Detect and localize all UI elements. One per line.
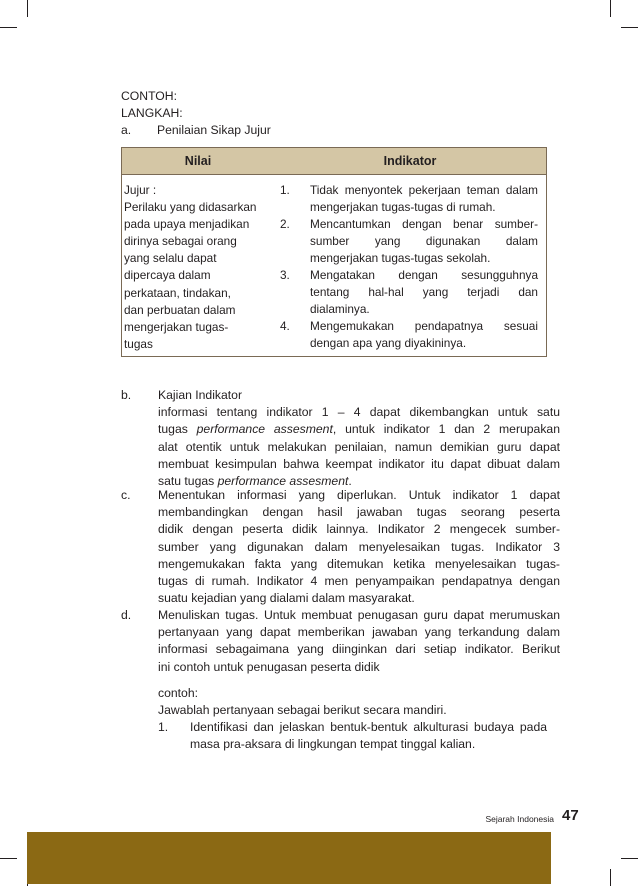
nilai-line: dipercaya dalam <box>124 268 211 283</box>
page-number: 47 <box>562 807 579 824</box>
nilai-line: dan perbuatan dalam <box>124 302 236 317</box>
contoh-heading: CONTOH: <box>121 89 177 103</box>
section-c <box>121 487 561 612</box>
example-contoh: contoh: <box>158 686 198 700</box>
nilai-line: yang selalu dapat <box>124 251 217 266</box>
item-a-label: a. <box>121 123 132 137</box>
italic-term: performance assesment <box>196 422 333 437</box>
nilai-line: dirinya sebagai orang <box>124 234 237 249</box>
nilai-line: pada upaya menjadikan <box>124 217 250 232</box>
indicator-number: 3. <box>280 268 290 282</box>
crop-mark-bottom-right-h <box>621 858 638 859</box>
langkah-heading: LANGKAH: <box>121 106 183 120</box>
book-title: Sejarah Indonesia <box>485 814 554 824</box>
crop-mark-top-right-v <box>610 0 611 17</box>
section-d-body: Menuliskan tugas. Untuk membuat penugasan guru dapat merumuskan pertanyaan yang dapat memberikan jawaban yang terkandung dalam informasi sebagaimana yang diinginkan dari setiap indikator. Berikut ini contoh untuk penugasan peserta didik <box>158 608 560 674</box>
nilai-line: mengerjakan tugas- <box>124 319 229 334</box>
example-instruction: Jawablah pertanyaan sebagai berikut secara mandiri. <box>158 703 447 717</box>
item-a-text: Penilaian Sikap Jujur <box>157 123 271 137</box>
section-d-label: d. <box>121 608 132 622</box>
italic-term: performance assesment <box>217 474 349 489</box>
question-1-number: 1. <box>158 720 169 734</box>
nilai-line: perkataan, tindakan, <box>124 285 231 300</box>
indicator-text: Mengatakan dengan sesungguhnya tentang hal-hal yang terjadi dan dialaminya. <box>310 268 538 317</box>
crop-mark-bottom-left-h <box>0 858 17 859</box>
crop-mark-top-right-h <box>621 27 638 28</box>
footer-band <box>27 832 551 884</box>
crop-mark-bottom-right-v <box>610 869 611 886</box>
section-c-body: Menentukan informasi yang diperlukan. Untuk indikator 1 dapat membandingkan dengan hasil jawaban tugas seorang peserta didik dengan peserta didik lainnya. Indikator 2 mengecek sumber- sumber yang digunakan dalam menyelesaikan tugas. Indikator 3 mengemukakan fakta yang ditemukan ketika menyelesaikan tugas- tugas di rumah. Indikator 4 men penyampaikan pendapatnya dengan suatu kejadian yang dialami dalam masyarakat. <box>158 488 560 606</box>
assessment-table <box>121 147 547 357</box>
section-c-label: c. <box>121 488 131 502</box>
crop-mark-top-left-h <box>0 27 17 28</box>
indikator-cell <box>280 182 542 352</box>
indicator-text: Tidak menyontek pekerjaan teman dalam mengerjakan tugas-tugas di rumah. <box>310 183 538 215</box>
col-nilai-header: Nilai <box>184 154 212 168</box>
table-header <box>122 148 546 175</box>
section-b <box>121 387 561 487</box>
section-b-body: Kajian Indikator informasi tentang indikator 1 – 4 dapat dikembangkan untuk satu tugas performance assesment, untuk indikator 1 dan 2 merupakan alat otentik untuk melakukan penilaian, namun demikian guru dapat membuat kesimpulan bahwa keempat indikator itu dapat dibuat dalam satu tugas performance assesment. <box>158 388 560 489</box>
indicator-number: 2. <box>280 217 290 231</box>
nilai-line: Perilaku yang didasarkan <box>124 200 257 215</box>
nilai-line: Jujur : <box>124 183 157 197</box>
section-d <box>121 607 561 679</box>
crop-mark-top-left-v <box>27 0 28 17</box>
col-indikator-header: Indikator <box>383 154 437 168</box>
indicator-number: 4. <box>280 319 290 333</box>
nilai-line: tugas <box>124 336 153 351</box>
question-1 <box>158 719 548 755</box>
nilai-cell <box>124 182 274 353</box>
question-1-text: Identifikasi dan jelaskan bentuk-bentuk alkulturasi budaya pada masa pra-aksara di lingkungan tempat tinggal kalian. <box>190 720 547 752</box>
indicator-number: 1. <box>280 183 290 197</box>
indicator-text: Mencantumkan dengan benar sumber- sumber yang digunakan dalam mengerjakan tugas-tugas sekolah. <box>310 217 538 266</box>
section-b-title: Kajian Indikator <box>158 388 243 402</box>
indicator-text: Mengemukakan pendapatnya sesuai dengan apa yang diyakininya. <box>310 319 538 351</box>
section-b-label: b. <box>121 388 132 402</box>
